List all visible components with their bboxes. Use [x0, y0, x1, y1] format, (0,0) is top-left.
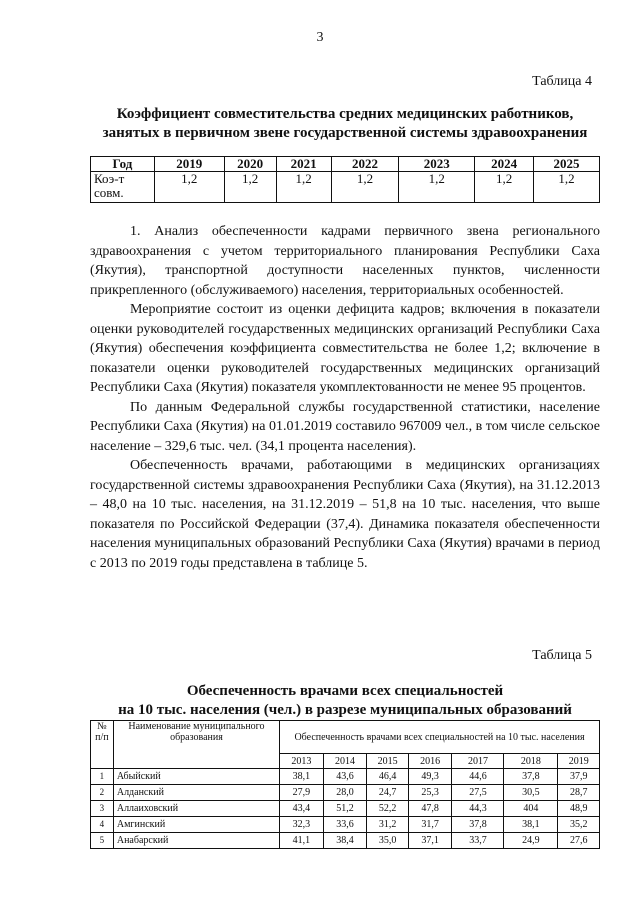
table5-cell: 30,5: [504, 785, 558, 801]
table5-cell: 404: [504, 801, 558, 817]
table5-year-cell: 2014: [323, 754, 367, 769]
table4-header-cell: 2024: [475, 157, 534, 172]
table5-year-cell: 2019: [558, 754, 600, 769]
table4-row: [91, 172, 600, 203]
table5-row-name: Абыйский: [113, 769, 279, 785]
table5-cell: 44,6: [452, 769, 504, 785]
table5-cell: 28,7: [558, 785, 600, 801]
table4-header-row: [91, 157, 600, 172]
table5-cell: 24,9: [504, 833, 558, 849]
table5-cell: 52,2: [367, 801, 409, 817]
page-number: 3: [316, 30, 324, 45]
table5-cell: 49,3: [408, 769, 452, 785]
table5-cell: 47,8: [408, 801, 452, 817]
table5-title-line1: Обеспеченность врачами всех специальностей: [186, 683, 504, 699]
table5-cell: 38,1: [280, 769, 324, 785]
table5-cell: 44,3: [452, 801, 504, 817]
table5-row-num: 4: [91, 817, 114, 833]
table5-cell: 27,6: [558, 833, 600, 849]
table5-cell: 38,4: [323, 833, 367, 849]
table5-year-cell: 2016: [408, 754, 452, 769]
table4-cell: 1,2: [331, 172, 399, 203]
table5-cell: 37,8: [452, 817, 504, 833]
table5-row-num: 1: [91, 769, 114, 785]
table-row: [91, 769, 600, 785]
table5-row-name: Анабарский: [113, 833, 279, 849]
table4-title: [90, 105, 600, 143]
table5-row-num: 3: [91, 801, 114, 817]
table5-cell: 37,9: [558, 769, 600, 785]
table5-year-cell: 2017: [452, 754, 504, 769]
table5-col-num: № п/п: [91, 721, 114, 769]
paragraph: 1. Анализ обеспеченности кадрами первичного звена регионального здравоохранения с учетом территориального планирования Республики Саха (Якутия), транспортной доступности населенных пунктов, численности прикрепленного (обслуживаемого) населения, территориальных особенностей.: [90, 224, 600, 298]
table4-header-cell: Год: [91, 157, 155, 172]
table5-row-num: 5: [91, 833, 114, 849]
paragraph: Мероприятие состоит из оценки дефицита кадров; включения в показатели оценки руководителей государственных медицинских организаций Республики Саха (Якутия) обеспечения коэффициента совместительства не более 1,2; включение в показатели оценки руководителей государственных медицинских организаций Республики Саха (Якутия) показателя укомплектованности не менее 95 процентов.: [90, 302, 600, 395]
table4-header-cell: 2021: [276, 157, 331, 172]
paragraph: Обеспеченность врачами, работающими в медицинских организациях государственной системы здравоохранения Республики Саха (Якутия), на 31.12.2013 – 48,0 на 10 тыс. населения, на 31.12.2019 – 51,8 на 10 тыс. населения, что выше показателя по Российской Федерации (37,4). Динамика показателя обеспеченности населения муниципальных образований Республики Саха (Якутия) врачами в период с 2013 по 2019 годы представлена в таблице 5.: [90, 458, 600, 571]
table5: [90, 720, 600, 849]
table5-cell: 33,6: [323, 817, 367, 833]
table4-header-cell: 2019: [154, 157, 224, 172]
table4-cell: 1,2: [276, 172, 331, 203]
table4-label: Таблица 4: [532, 74, 592, 89]
table5-col-group: Обеспеченность врачами всех специальностей на 10 тыс. населения: [280, 721, 600, 754]
table5-row-name: Амгинский: [113, 817, 279, 833]
table4-cell: 1,2: [475, 172, 534, 203]
table4-cell: 1,2: [399, 172, 475, 203]
table5-cell: 41,1: [280, 833, 324, 849]
table4-header-cell: 2020: [224, 157, 276, 172]
table5-cell: 27,5: [452, 785, 504, 801]
table5-cell: 43,6: [323, 769, 367, 785]
table5-label: Таблица 5: [532, 648, 592, 663]
table5-cell: 43,4: [280, 801, 324, 817]
table5-title-line2: на 10 тыс. населения (чел.) в разрезе муниципальных образований: [118, 702, 572, 718]
table5-year-cell: 2013: [280, 754, 324, 769]
table5-cell: 24,7: [367, 785, 409, 801]
table4-header-cell: 2022: [331, 157, 399, 172]
table5-cell: 33,7: [452, 833, 504, 849]
table5-year-cell: 2018: [504, 754, 558, 769]
table5-cell: 37,1: [408, 833, 452, 849]
table5-row-name: Аллаиховский: [113, 801, 279, 817]
table-row: [91, 801, 600, 817]
table4: [90, 156, 600, 203]
table5-cell: 31,7: [408, 817, 452, 833]
table-row: [91, 817, 600, 833]
table5-row-name: Алданский: [113, 785, 279, 801]
table5-cell: 27,9: [280, 785, 324, 801]
table5-cell: 38,1: [504, 817, 558, 833]
table4-title-line1: Коэффициент совместительства средних медицинских работников,: [116, 106, 574, 122]
table4-title-line2: занятых в первичном звене государственной системы здравоохранения: [102, 125, 588, 141]
table4-cell: 1,2: [534, 172, 600, 203]
table-row: [91, 833, 600, 849]
table5-row-num: 2: [91, 785, 114, 801]
table4-cell: 1,2: [224, 172, 276, 203]
table5-cell: 35,2: [558, 817, 600, 833]
table5-cell: 35,0: [367, 833, 409, 849]
table5-header-row: [91, 721, 600, 754]
table5-cell: 51,2: [323, 801, 367, 817]
table5-col-name: Наименование муниципального образования: [113, 721, 279, 769]
table5-title: [90, 682, 600, 720]
table5-cell: 28,0: [323, 785, 367, 801]
table4-cell: 1,2: [154, 172, 224, 203]
table5-cell: 46,4: [367, 769, 409, 785]
table5-cell: 48,9: [558, 801, 600, 817]
table5-year-cell: 2015: [367, 754, 409, 769]
body-text: [90, 222, 600, 573]
table5-cell: 31,2: [367, 817, 409, 833]
table5-cell: 25,3: [408, 785, 452, 801]
table4-row-label: Коэ-т совм.: [91, 172, 155, 203]
paragraph: По данным Федеральной службы государственной статистики, население Республики Саха (Якутия) на 01.01.2019 составило 967009 чел., в том числе сельское население – 329,6 тыс. чел. (34,1 процента населения).: [90, 399, 600, 454]
table4-header-cell: 2025: [534, 157, 600, 172]
table-row: [91, 785, 600, 801]
table5-cell: 32,3: [280, 817, 324, 833]
table5-cell: 37,8: [504, 769, 558, 785]
table4-header-cell: 2023: [399, 157, 475, 172]
